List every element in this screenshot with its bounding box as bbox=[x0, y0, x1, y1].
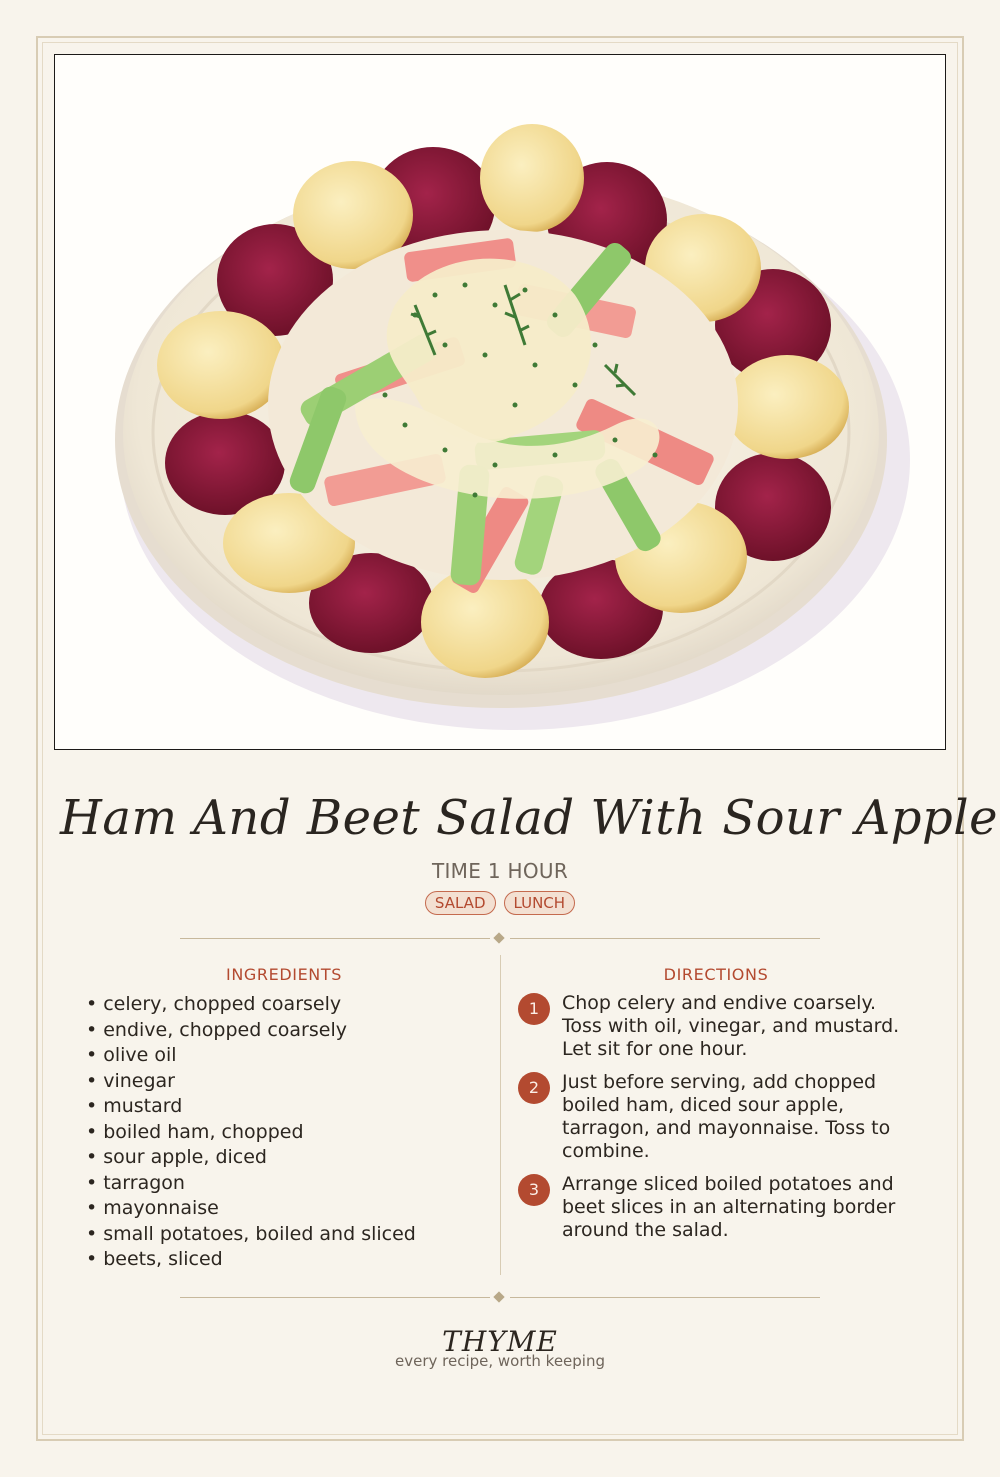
ingredient-item: • vinegar bbox=[86, 1069, 486, 1095]
direction-step bbox=[518, 1071, 918, 1163]
salad-illustration bbox=[55, 55, 946, 750]
direction-list bbox=[518, 992, 918, 1252]
potato-slice bbox=[157, 311, 285, 419]
ingredient-item: • olive oil bbox=[86, 1043, 486, 1069]
step-text: Arrange sliced boiled potatoes and beet slices in an alternating border around the salad. bbox=[562, 1173, 896, 1241]
potato-slice bbox=[480, 124, 584, 232]
ingredient-item: • small potatoes, boiled and sliced bbox=[86, 1222, 486, 1248]
step-number-badge: 2 bbox=[518, 1072, 550, 1104]
direction-step bbox=[518, 992, 918, 1061]
section-divider bbox=[180, 933, 820, 945]
potato-slice bbox=[725, 355, 849, 459]
ingredients-heading: INGREDIENTS bbox=[226, 965, 342, 984]
potato-slice bbox=[421, 566, 549, 678]
step-text: Chop celery and endive coarsely. Toss with oil, vinegar, and mustard. Let sit for one hour. bbox=[562, 992, 900, 1060]
ingredient-item: • mayonnaise bbox=[86, 1196, 486, 1222]
brand-logo: THYME bbox=[442, 1325, 558, 1358]
brand-tagline: every recipe, worth keeping bbox=[394, 1352, 605, 1370]
directions-heading: DIRECTIONS bbox=[663, 965, 769, 984]
direction-step bbox=[518, 1173, 918, 1242]
step-number-badge: 3 bbox=[518, 1174, 550, 1206]
step-text: Just before serving, add chopped boiled ham, diced sour apple, tarragon, and mayonnaise. Toss to combine. bbox=[562, 1071, 891, 1162]
footer-divider bbox=[180, 1292, 820, 1304]
column-divider bbox=[500, 955, 501, 1275]
tag-lunch[interactable]: LUNCH bbox=[504, 891, 576, 915]
ingredient-item: • endive, chopped coarsely bbox=[86, 1018, 486, 1044]
step-number-badge: 1 bbox=[518, 993, 550, 1025]
ingredient-item: • celery, chopped coarsely bbox=[86, 992, 486, 1018]
recipe-photo bbox=[54, 54, 946, 750]
ingredient-item: • tarragon bbox=[86, 1171, 486, 1197]
ingredient-item: • mustard bbox=[86, 1094, 486, 1120]
cook-time: TIME 1 HOUR bbox=[431, 859, 569, 883]
ingredient-item: • boiled ham, chopped bbox=[86, 1120, 486, 1146]
ingredient-list bbox=[86, 992, 486, 1273]
recipe-title: Ham And Beet Salad With Sour Apple bbox=[60, 790, 998, 846]
tag-salad[interactable]: SALAD bbox=[425, 891, 496, 915]
ingredient-item: • beets, sliced bbox=[86, 1247, 486, 1273]
ingredient-item: • sour apple, diced bbox=[86, 1145, 486, 1171]
tag-list bbox=[0, 891, 1000, 915]
